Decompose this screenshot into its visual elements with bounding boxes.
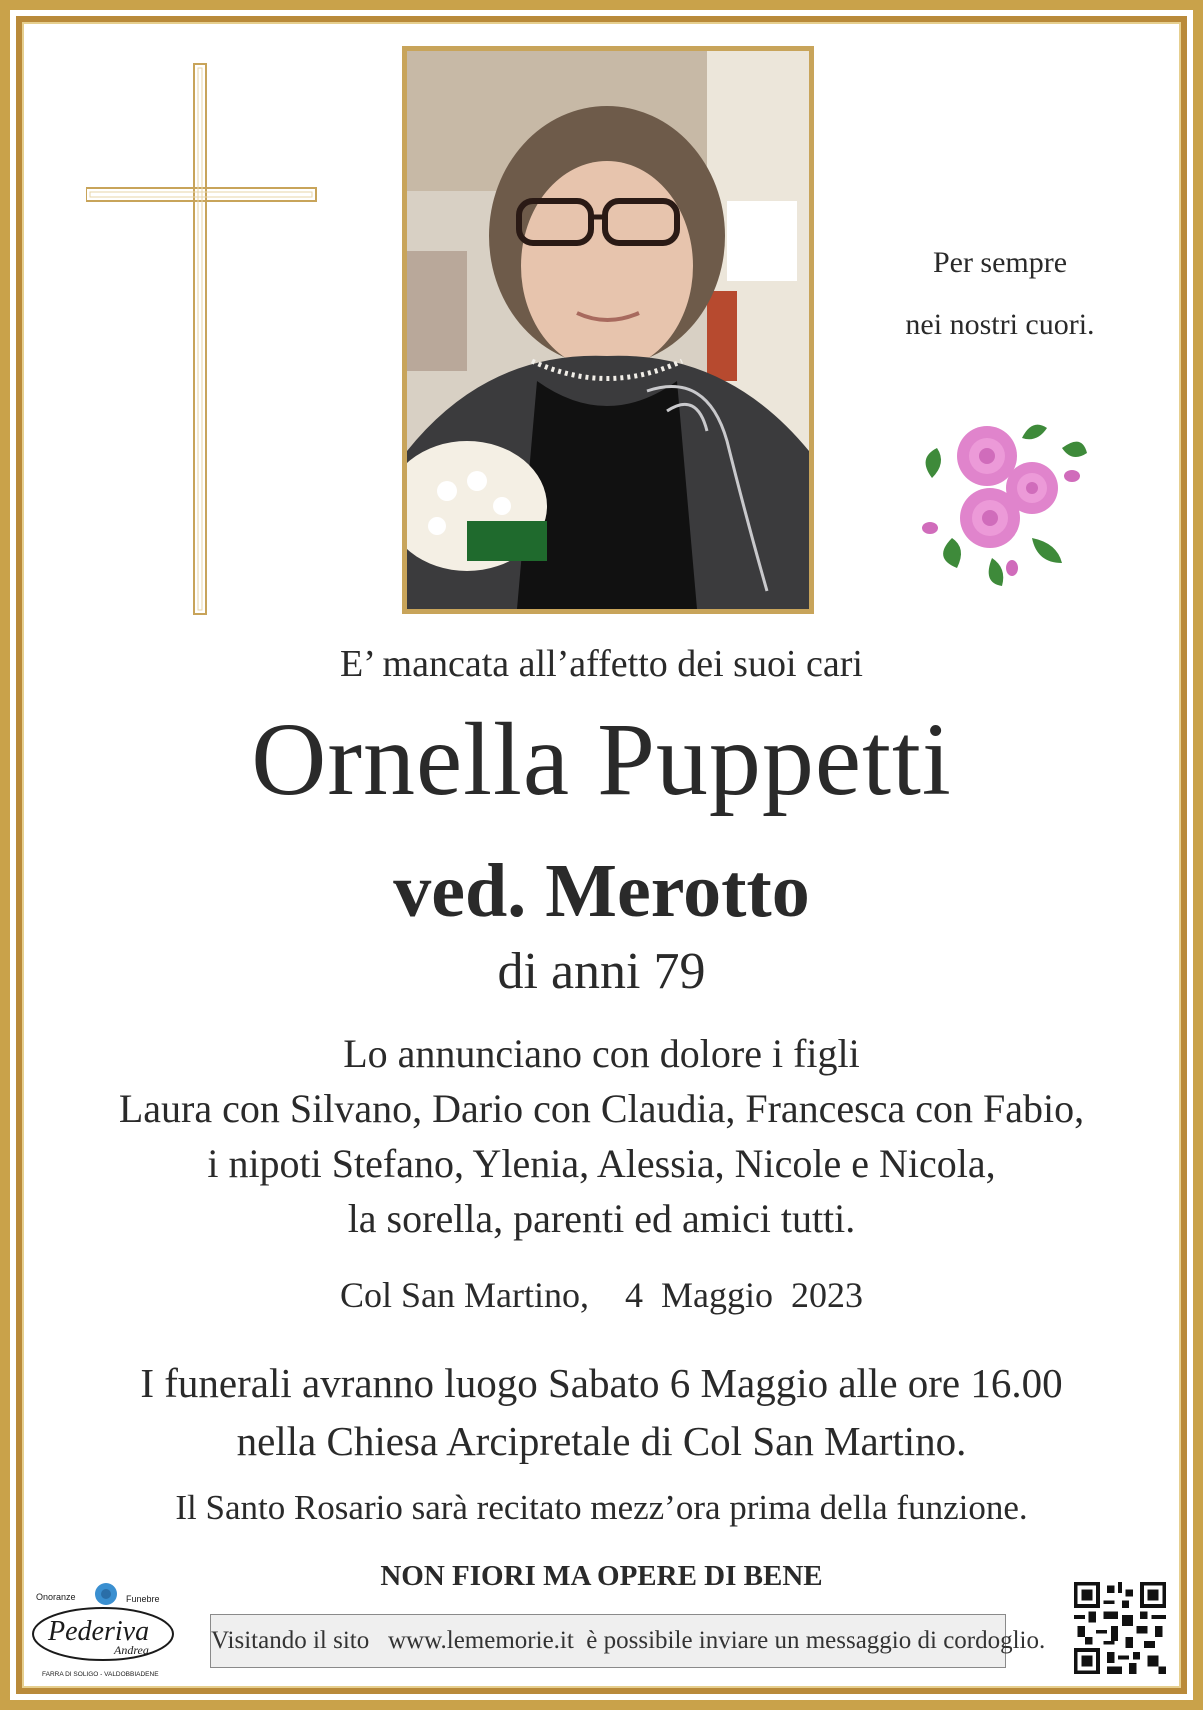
- funeral-line1: I funerali avranno luogo Sabato 6 Maggio alle ore 16.00: [140, 1360, 1063, 1406]
- portrait-photo: [402, 46, 814, 614]
- funeral-info: [0, 1354, 1203, 1470]
- website-message[interactable]: Visitando il sito www.lememorie.it è possibile inviare un messaggio di cordoglio.: [210, 1614, 1006, 1668]
- age-text: di anni 79: [497, 943, 706, 1000]
- rosary-info: Il Santo Rosario sarà recitato mezz’ora prima della funzione.: [175, 1488, 1028, 1527]
- memorial-phrase-line2: nei nostri cuori.: [905, 308, 1095, 341]
- family-announcement: [0, 1026, 1203, 1246]
- intro-text: E’ mancata all’affetto dei suoi cari: [340, 643, 863, 685]
- no-flowers-note: NON FIORI MA OPERE DI BENE: [380, 1560, 823, 1592]
- logo-top-right: Funebre: [126, 1594, 160, 1604]
- family-line: Laura con Silvano, Dario con Claudia, Francesca con Fabio,: [118, 1086, 1085, 1131]
- place-date: Col San Martino, 4 Maggio 2023: [340, 1275, 863, 1315]
- widow-of-name: ved. Merotto: [393, 849, 810, 933]
- qr-code-icon[interactable]: [1074, 1582, 1166, 1674]
- logo-name: Pederiva: [48, 1616, 150, 1647]
- family-line: la sorella, parenti ed amici tutti.: [347, 1196, 856, 1241]
- cross-icon: [86, 62, 320, 616]
- roses-icon: [912, 418, 1092, 588]
- funeral-line2: nella Chiesa Arcipretale di Col San Martino.: [236, 1418, 967, 1464]
- memorial-phrase-line1: Per sempre: [932, 246, 1068, 279]
- logo-top-left: Onoranze: [36, 1592, 76, 1602]
- funeral-home-logo: [28, 1578, 178, 1680]
- logo-sub: Andrea: [114, 1643, 149, 1657]
- memorial-phrase: [880, 232, 1120, 356]
- deceased-name: Ornella Puppetti: [251, 702, 952, 817]
- family-line: i nipoti Stefano, Ylenia, Alessia, Nicole e Nicola,: [207, 1141, 996, 1186]
- logo-bottom: FARRA DI SOLIGO - VALDOBBIADENE: [42, 1671, 159, 1678]
- family-line: Lo annunciano con dolore i figli: [343, 1031, 860, 1076]
